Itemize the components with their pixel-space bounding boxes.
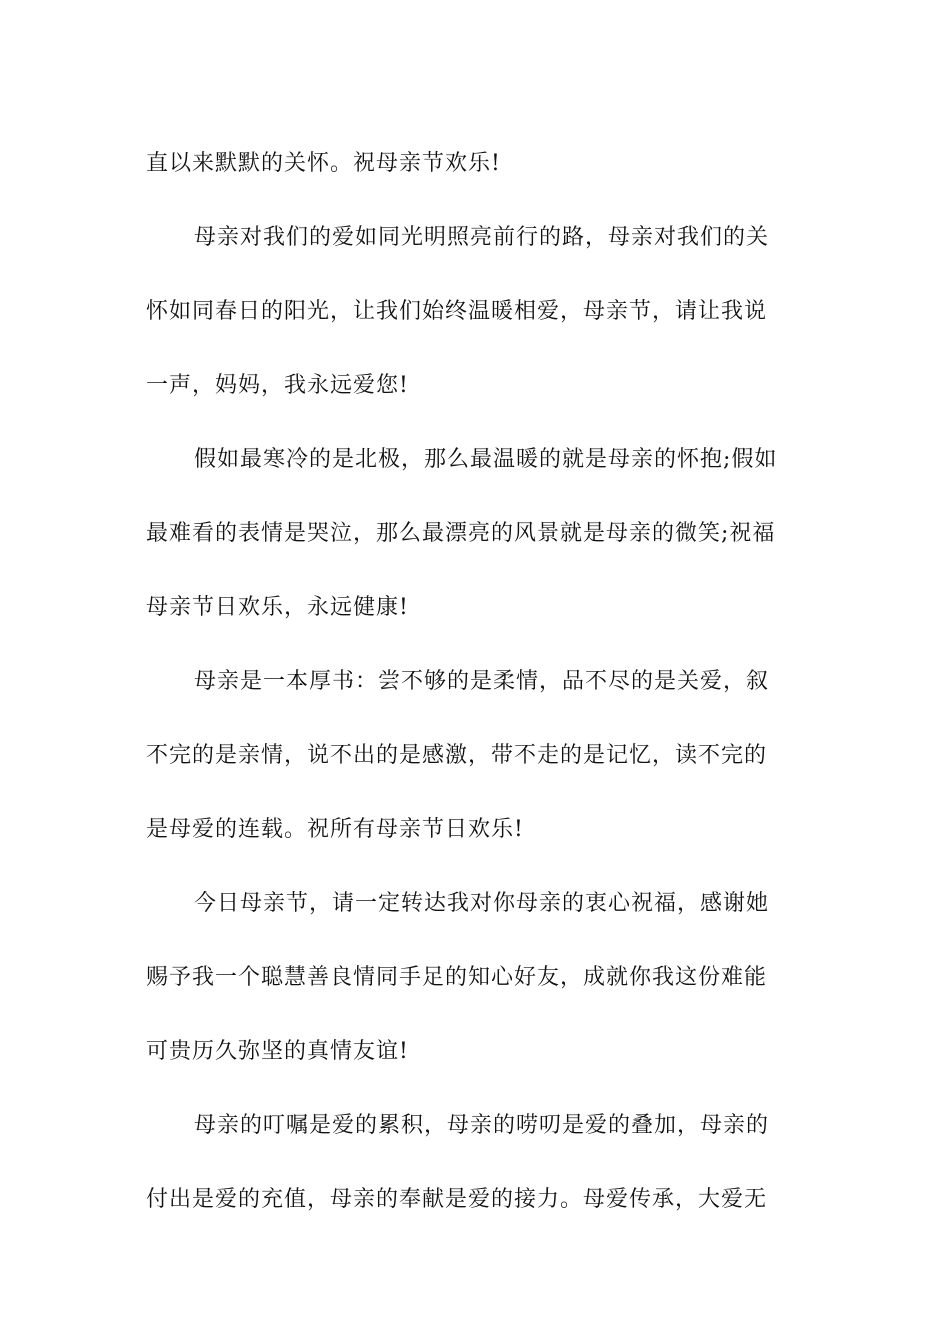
text-line: 母亲是一本厚书：尝不够的是柔情，品不尽的是关爱，叙 bbox=[194, 669, 770, 694]
text-line: 今日母亲节，请一定转达我对你母亲的衷心祝福，感谢她 bbox=[194, 891, 770, 916]
text-line: 是母爱的连载。祝所有母亲节日欢乐! bbox=[146, 817, 524, 842]
text-line: 怀如同春日的阳光，让我们始终温暖相爱，母亲节，请让我说 bbox=[146, 299, 768, 324]
text-line: 最难看的表情是哭泣，那么最漂亮的风景就是母亲的微笑;祝福 bbox=[146, 521, 776, 546]
text-line: 一声，妈妈，我永远爱您! bbox=[146, 373, 409, 398]
paragraph-4 bbox=[146, 867, 806, 1089]
paragraph-5 bbox=[146, 1089, 806, 1237]
text-line: 不完的是亲情，说不出的是感激，带不走的是记忆，读不完的 bbox=[146, 743, 768, 768]
text-line: 母亲的叮嘱是爱的累积，母亲的唠叨是爱的叠加，母亲的 bbox=[194, 1113, 770, 1138]
paragraph-1 bbox=[146, 201, 806, 423]
text-line: 付出是爱的充值，母亲的奉献是爱的接力。母爱传承，大爱无 bbox=[146, 1187, 768, 1212]
paragraph-continuation bbox=[146, 127, 806, 201]
text-line: 可贵历久弥坚的真情友谊! bbox=[146, 1039, 409, 1064]
text-line: 直以来默默的关怀。祝母亲节欢乐! bbox=[146, 151, 501, 176]
text-line: 母亲节日欢乐，永远健康! bbox=[146, 595, 409, 620]
text-line: 赐予我一个聪慧善良情同手足的知心好友，成就你我这份难能 bbox=[146, 965, 768, 990]
document-body bbox=[146, 127, 806, 1237]
paragraph-3 bbox=[146, 645, 806, 867]
paragraph-2 bbox=[146, 423, 806, 645]
text-line: 母亲对我们的爱如同光明照亮前行的路，母亲对我们的关 bbox=[194, 225, 770, 250]
text-line: 假如最寒冷的是北极，那么最温暖的就是母亲的怀抱;假如 bbox=[194, 447, 778, 472]
